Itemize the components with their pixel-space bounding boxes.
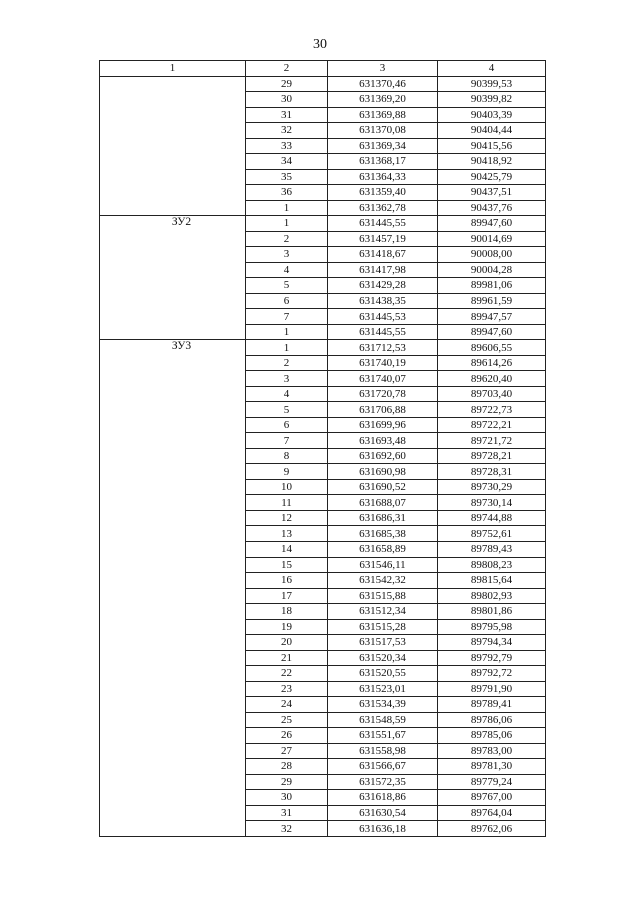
y-coordinate-cell: 89789,41 [438, 697, 546, 713]
x-coordinate-cell: 631706,88 [328, 402, 438, 418]
table-body [100, 76, 546, 836]
point-number-cell: 9 [246, 464, 328, 480]
x-coordinate-cell: 631693,48 [328, 433, 438, 449]
x-coordinate-cell: 631720,78 [328, 386, 438, 402]
x-coordinate-cell: 631359,40 [328, 185, 438, 201]
y-coordinate-cell: 90425,79 [438, 169, 546, 185]
y-coordinate-cell: 89703,40 [438, 386, 546, 402]
point-number-cell: 10 [246, 479, 328, 495]
x-coordinate-cell: 631368,17 [328, 154, 438, 170]
point-number-cell: 12 [246, 510, 328, 526]
x-coordinate-cell: 631548,59 [328, 712, 438, 728]
x-coordinate-cell: 631636,18 [328, 821, 438, 837]
point-number-cell: 20 [246, 635, 328, 651]
x-coordinate-cell: 631515,88 [328, 588, 438, 604]
x-coordinate-cell: 631364,33 [328, 169, 438, 185]
x-coordinate-cell: 631658,89 [328, 541, 438, 557]
x-coordinate-cell: 631515,28 [328, 619, 438, 635]
header-cell-x: 3 [328, 61, 438, 77]
point-number-cell: 32 [246, 123, 328, 139]
x-coordinate-cell: 631520,34 [328, 650, 438, 666]
y-coordinate-cell: 89801,86 [438, 604, 546, 620]
y-coordinate-cell: 89786,06 [438, 712, 546, 728]
x-coordinate-cell: 631618,86 [328, 790, 438, 806]
point-number-cell: 27 [246, 743, 328, 759]
x-coordinate-cell: 631686,31 [328, 510, 438, 526]
y-coordinate-cell: 89721,72 [438, 433, 546, 449]
point-number-cell: 29 [246, 76, 328, 92]
x-coordinate-cell: 631690,52 [328, 479, 438, 495]
x-coordinate-cell: 631566,67 [328, 759, 438, 775]
point-number-cell: 4 [246, 386, 328, 402]
y-coordinate-cell: 89961,59 [438, 293, 546, 309]
x-coordinate-cell: 631362,78 [328, 200, 438, 216]
y-coordinate-cell: 90403,39 [438, 107, 546, 123]
table-header-row [100, 61, 546, 77]
x-coordinate-cell: 631542,32 [328, 573, 438, 589]
y-coordinate-cell: 89614,26 [438, 355, 546, 371]
y-coordinate-cell: 89728,31 [438, 464, 546, 480]
point-number-cell: 5 [246, 278, 328, 294]
x-coordinate-cell: 631551,67 [328, 728, 438, 744]
y-coordinate-cell: 89744,88 [438, 510, 546, 526]
point-number-cell: 7 [246, 309, 328, 325]
x-coordinate-cell: 631690,98 [328, 464, 438, 480]
y-coordinate-cell: 89722,21 [438, 417, 546, 433]
x-coordinate-cell: 631369,20 [328, 92, 438, 108]
x-coordinate-cell: 631692,60 [328, 448, 438, 464]
y-coordinate-cell: 89762,06 [438, 821, 546, 837]
x-coordinate-cell: 631534,39 [328, 697, 438, 713]
x-coordinate-cell: 631445,55 [328, 216, 438, 232]
y-coordinate-cell: 90014,69 [438, 231, 546, 247]
point-number-cell: 29 [246, 774, 328, 790]
y-coordinate-cell: 89730,14 [438, 495, 546, 511]
y-coordinate-cell: 89606,55 [438, 340, 546, 356]
point-number-cell: 13 [246, 526, 328, 542]
x-coordinate-cell: 631445,53 [328, 309, 438, 325]
y-coordinate-cell: 89794,34 [438, 635, 546, 651]
point-number-cell: 8 [246, 448, 328, 464]
x-coordinate-cell: 631438,35 [328, 293, 438, 309]
x-coordinate-cell: 631740,19 [328, 355, 438, 371]
y-coordinate-cell: 89808,23 [438, 557, 546, 573]
y-coordinate-cell: 89815,64 [438, 573, 546, 589]
point-number-cell: 32 [246, 821, 328, 837]
x-coordinate-cell: 631572,35 [328, 774, 438, 790]
point-number-cell: 1 [246, 340, 328, 356]
page-number: 30 [313, 37, 327, 52]
x-coordinate-cell: 631370,46 [328, 76, 438, 92]
x-coordinate-cell: 631523,01 [328, 681, 438, 697]
y-coordinate-cell: 90437,76 [438, 200, 546, 216]
point-number-cell: 11 [246, 495, 328, 511]
point-number-cell: 31 [246, 805, 328, 821]
header-cell-point: 2 [246, 61, 328, 77]
y-coordinate-cell: 89730,29 [438, 479, 546, 495]
y-coordinate-cell: 90415,56 [438, 138, 546, 154]
point-number-cell: 36 [246, 185, 328, 201]
point-number-cell: 31 [246, 107, 328, 123]
x-coordinate-cell: 631369,88 [328, 107, 438, 123]
x-coordinate-cell: 631512,34 [328, 604, 438, 620]
x-coordinate-cell: 631546,11 [328, 557, 438, 573]
x-coordinate-cell: 631369,34 [328, 138, 438, 154]
y-coordinate-cell: 89947,60 [438, 324, 546, 340]
point-number-cell: 25 [246, 712, 328, 728]
point-number-cell: 21 [246, 650, 328, 666]
point-number-cell: 30 [246, 790, 328, 806]
point-number-cell: 22 [246, 666, 328, 682]
x-coordinate-cell: 631740,07 [328, 371, 438, 387]
x-coordinate-cell: 631370,08 [328, 123, 438, 139]
y-coordinate-cell: 90004,28 [438, 262, 546, 278]
point-number-cell: 1 [246, 216, 328, 232]
y-coordinate-cell: 89947,57 [438, 309, 546, 325]
point-number-cell: 19 [246, 619, 328, 635]
point-number-cell: 26 [246, 728, 328, 744]
table-row [100, 340, 546, 356]
point-number-cell: 16 [246, 573, 328, 589]
point-number-cell: 28 [246, 759, 328, 775]
plot-label-cell [100, 76, 246, 216]
y-coordinate-cell: 89722,73 [438, 402, 546, 418]
point-number-cell: 1 [246, 200, 328, 216]
x-coordinate-cell: 631699,96 [328, 417, 438, 433]
point-number-cell: 30 [246, 92, 328, 108]
y-coordinate-cell: 89620,40 [438, 371, 546, 387]
x-coordinate-cell: 631685,38 [328, 526, 438, 542]
point-number-cell: 14 [246, 541, 328, 557]
x-coordinate-cell: 631418,67 [328, 247, 438, 263]
y-coordinate-cell: 89791,90 [438, 681, 546, 697]
y-coordinate-cell: 89767,00 [438, 790, 546, 806]
point-number-cell: 7 [246, 433, 328, 449]
x-coordinate-cell: 631630,54 [328, 805, 438, 821]
point-number-cell: 6 [246, 293, 328, 309]
y-coordinate-cell: 89785,06 [438, 728, 546, 744]
y-coordinate-cell: 89779,24 [438, 774, 546, 790]
y-coordinate-cell: 89802,93 [438, 588, 546, 604]
header-cell-y: 4 [438, 61, 546, 77]
y-coordinate-cell: 90404,44 [438, 123, 546, 139]
point-number-cell: 24 [246, 697, 328, 713]
point-number-cell: 2 [246, 355, 328, 371]
x-coordinate-cell: 631520,55 [328, 666, 438, 682]
y-coordinate-cell: 90008,00 [438, 247, 546, 263]
point-number-cell: 33 [246, 138, 328, 154]
y-coordinate-cell: 89947,60 [438, 216, 546, 232]
point-number-cell: 23 [246, 681, 328, 697]
y-coordinate-cell: 89752,61 [438, 526, 546, 542]
y-coordinate-cell: 90399,53 [438, 76, 546, 92]
x-coordinate-cell: 631429,28 [328, 278, 438, 294]
x-coordinate-cell: 631445,55 [328, 324, 438, 340]
x-coordinate-cell: 631457,19 [328, 231, 438, 247]
y-coordinate-cell: 90437,51 [438, 185, 546, 201]
header-cell-plot: 1 [100, 61, 246, 77]
x-coordinate-cell: 631517,53 [328, 635, 438, 651]
point-number-cell: 1 [246, 324, 328, 340]
y-coordinate-cell: 89764,04 [438, 805, 546, 821]
y-coordinate-cell: 89728,21 [438, 448, 546, 464]
x-coordinate-cell: 631558,98 [328, 743, 438, 759]
point-number-cell: 3 [246, 371, 328, 387]
y-coordinate-cell: 90399,82 [438, 92, 546, 108]
y-coordinate-cell: 89783,00 [438, 743, 546, 759]
point-number-cell: 35 [246, 169, 328, 185]
y-coordinate-cell: 89981,06 [438, 278, 546, 294]
x-coordinate-cell: 631417,98 [328, 262, 438, 278]
x-coordinate-cell: 631712,53 [328, 340, 438, 356]
point-number-cell: 34 [246, 154, 328, 170]
point-number-cell: 18 [246, 604, 328, 620]
coordinates-table [99, 60, 546, 837]
point-number-cell: 5 [246, 402, 328, 418]
y-coordinate-cell: 90418,92 [438, 154, 546, 170]
plot-label-cell: ЗУ3 [100, 340, 246, 837]
table-row [100, 216, 546, 232]
plot-label-cell: ЗУ2 [100, 216, 246, 340]
y-coordinate-cell: 89792,72 [438, 666, 546, 682]
point-number-cell: 3 [246, 247, 328, 263]
point-number-cell: 2 [246, 231, 328, 247]
table-row [100, 76, 546, 92]
point-number-cell: 6 [246, 417, 328, 433]
y-coordinate-cell: 89781,30 [438, 759, 546, 775]
point-number-cell: 4 [246, 262, 328, 278]
y-coordinate-cell: 89789,43 [438, 541, 546, 557]
y-coordinate-cell: 89792,79 [438, 650, 546, 666]
x-coordinate-cell: 631688,07 [328, 495, 438, 511]
point-number-cell: 15 [246, 557, 328, 573]
y-coordinate-cell: 89795,98 [438, 619, 546, 635]
point-number-cell: 17 [246, 588, 328, 604]
